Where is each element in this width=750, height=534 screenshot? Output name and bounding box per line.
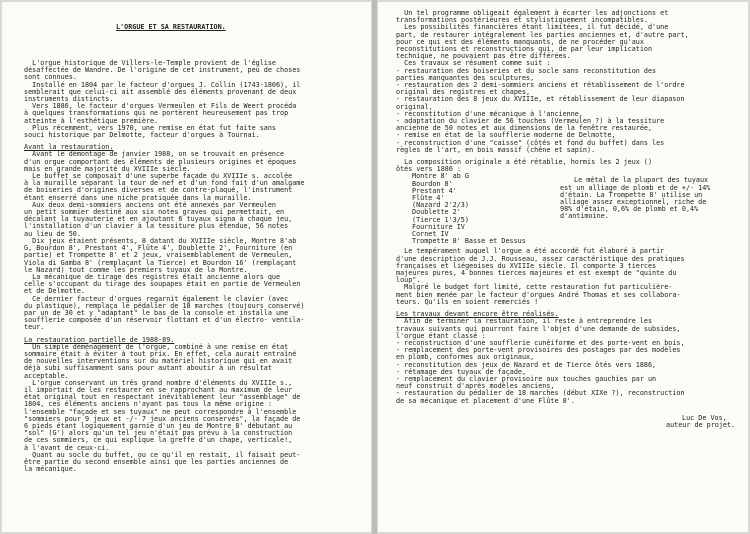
section-heading: Avant la restauration. (24, 143, 114, 152)
text-line: de sa mécanique et placement d'une Flûte 8'. (396, 396, 575, 405)
text-line: le Nazard) tout comme les premiers tuyaux de la Montre. (24, 265, 248, 274)
text-line: Afin de terminer la restauration, il reste à entreprendre les (396, 317, 653, 326)
text-line: loup". (396, 276, 421, 285)
right-text (396, 10, 742, 429)
text-line: d'un orgue comportant des éléments de plusieurs origines et époques (24, 157, 297, 166)
text-line: Malgré le budget fort limité, cette restauration fut particulière- (396, 283, 673, 292)
text-line: soufflerie composée d'un réservoir flottant et d'un électro- ventila- (24, 316, 305, 325)
signature-line: Luc De Vos, (682, 413, 727, 422)
stops-block (396, 173, 742, 248)
text-line: Le buffet se composait d'une superbe façade du XVIIIe s. accolée (24, 172, 293, 181)
page-fold (372, 0, 377, 534)
left-text (24, 10, 361, 473)
note-line: d'antimoine. (560, 212, 609, 221)
text-line: sommaire était à éviter à tout prix. En effet, cela aurait entraîné (24, 349, 297, 358)
text-line: celle s'occupant du tirage des soupapes était en partie de Vermeulen (24, 280, 301, 289)
text-line: Plus récemment, vers 1970, une remise en état fut faite sans (24, 123, 276, 132)
note-line: alliage assez exceptionnel, riche de (560, 198, 707, 207)
text-line: part, de restaurer intégralement les parties anciennes et, d'autre part, (396, 30, 689, 39)
text-line: être partie du second ensemble ainsi que les parties anciennes de (24, 457, 289, 466)
text-line: Un simple déménagement de l'orgue, combiné à une remise en état (24, 342, 289, 351)
text-line: du plastique), remplaça le pédalier de 18 marches (toujours conservé) (24, 301, 305, 310)
text-line: et de Delmotte. (24, 287, 85, 296)
text-line: l'orgue étant classé : (396, 331, 486, 340)
stop-item: Bourdon 8' (412, 179, 453, 188)
document-title: L'ORGUE ET SA RESTAURATION. (116, 23, 226, 32)
text-line: à quelques transformations qui ne portèrent heureusement pas trop (24, 109, 289, 118)
text-line: Installé en 1804 par le facteur d'orgues J. Collin (1743-1806), il (24, 80, 301, 89)
text-line: ôtés vers 1886 : (396, 165, 462, 174)
text-line: teurs. Qu'ils en soient remerciés ! (396, 297, 539, 306)
signature (396, 415, 742, 429)
text-line: sont connues. (24, 73, 77, 82)
text-line: L'orgue historique de Villers-le-Temple provient de l'église (24, 59, 276, 68)
text-line: - reconstitution des jeux de Nazard et de Tierce ôtés vers 1886, (396, 360, 657, 369)
text-line: état original tout en respectant inévitablement leur "assemblage" de (24, 393, 301, 402)
stop-item: Prestant 4' (412, 186, 457, 195)
text-line: en plomb, conformes aux originaux, (396, 353, 535, 362)
text-line: "sommiers pour 9 jeux et -/- 7 jeux anciens conservés", la façade de (24, 414, 301, 423)
text-line: - remise en état de la soufflerie moderne de Delmotte, (396, 131, 616, 140)
text-line: souci historique par Delmotte, facteur d'orgues à Tournai. (24, 131, 260, 140)
text-line: Ces travaux se résument comme suit : (396, 59, 551, 68)
text-line: pour ce qui est des éléments manquants, de ne procéder qu'aux (396, 37, 644, 46)
text-line: Vers 1886, le facteur d'orgues Vermeulen et Fils de Weert procéda (24, 102, 297, 111)
text-line: parties manquantes des sculptures, (396, 73, 535, 82)
text-line: décalant la tuyauterie et en ajoutant 6 tuyaux signa à chaque jeu, (24, 215, 293, 224)
signature-line: auteur de projet. (666, 420, 736, 429)
section-heading: Les travaux devant encore être réalisés. (396, 310, 559, 319)
text-line: françaises et liégeoises du XVIIIe siècle. Il comporte 3 tierces (396, 261, 657, 270)
text-line: - reconstitution d'une mécanique à l'ancienne, (396, 109, 583, 118)
text-line: original, (396, 102, 433, 111)
text-line: "sol" (G') alors qu'un tel jeu n'était pas prévu à la construction (24, 429, 293, 438)
text-line: il importait de les restaurer en se rapprochant au maximum de leur (24, 385, 293, 394)
text-line: désaffectée de Wandre. De l'origine de cet instrument, peu de choses (24, 66, 301, 75)
stop-item: Doublette 2' (412, 208, 461, 217)
text-line: mais en grande majorité du XVIIIe siècle. (24, 164, 191, 173)
text-line: L'orgue conservant un très grand nombre d'éléments du XVIIIe s., (24, 378, 293, 387)
stop-item: Flûte 4' (412, 194, 445, 203)
text-line: original des registres et chapes, (396, 88, 531, 97)
text-line: l'installation d'un clavier à la tessiture plus étendue, 56 notes (24, 222, 289, 231)
text-line: - restauration du pédalier de 18 marches (début XIXe ?), reconstruction (396, 389, 685, 398)
section-heading: La restauration partielle de 1988-89. (24, 335, 175, 344)
text-line: Le tempérament auquel l'orgue a été accordé fut élaboré à partir (396, 247, 665, 256)
text-line: Un tel programme obligeait également à écarter les adjonctions et (396, 9, 669, 17)
text-line: technique, ne pouvaient pas être différées. (396, 52, 571, 61)
text-line: de ces sommiers, ce qui explique la greffe d'un chape, verticale!, (24, 436, 293, 445)
text-line: par un de 30 et y "adaptant" le bas de la console et installa une (24, 308, 289, 317)
stop-item: Trompette 8' Basse et Dessus (412, 237, 526, 246)
text-line: instruments distincts. (24, 95, 114, 104)
stop-item: (Tierce 1'3/5) (412, 215, 469, 224)
text-line: ment bien menée par le facteur d'orgues André Thomas et ses collabora- (396, 290, 681, 299)
stop-item: Fourniture IV (412, 222, 465, 231)
text-line: étant enserré dans une niche pratiquée dans la muraille. (24, 193, 252, 202)
text-line: l'ensemble "façade et ses tuyaux" ne peut correspondre à l'ensemble (24, 407, 297, 416)
text-line: au lieu de 50. (24, 229, 81, 238)
text-line: - remplacement du clavier provisoire aux touches gauchies par un (396, 374, 657, 383)
text-line: Ce dernier facteur d'orgues regarnit également le clavier (avec (24, 294, 289, 303)
text-line: règles de l'art, en bois massif (chêne et sapin). (396, 145, 596, 154)
text-line: La mécanique de tirage des registres était ancienne alors que (24, 272, 281, 281)
text-line: d'une description de J.J. Rousseau, assez caractéristique des pratiques (396, 254, 685, 263)
text-line: teur. (24, 323, 45, 332)
text-line: semblerait que celui-ci ait assemblé des éléments provenant de deux (24, 87, 297, 96)
note-line: Le métal de la plupart des tuyaux (574, 176, 709, 185)
text-line: - remplacement des porte-vent provisoires des postages par des modèles (396, 346, 681, 355)
stop-item: (Nazard 2'2/3) (412, 201, 469, 210)
text-line: majeures pures, 4 bonnes tierces majeures et est exempt de "quinte du (396, 269, 677, 278)
text-line: atteinte à l'esthétique première. (24, 116, 159, 125)
text-line: partie) et Trompette 8' et 2 jeux, vraisemblablement de Vermeulen, (24, 251, 293, 260)
text-line: - adaptation du clavier de 56 touches (Vermeulen ?) à la tessiture (396, 117, 665, 126)
text-line: à la muraille séparant la tour de nef et d'un fond fait d'un amalgame (24, 179, 305, 188)
text-line: de boiseries d'origines diverses et de contre-plaqué, l'instrument (24, 186, 293, 195)
text-line: - restauration des 8 jeux du XVIIIe, et rétablissement de leur diapason (396, 95, 685, 104)
text-line: déjà subi suffisamment sans pour autant aboutir à un résultat (24, 364, 272, 373)
text-line: acceptable. (24, 371, 69, 380)
text-line: Viola di Gamba 8' (remplaçant la Tierce) et Bourdon 16' (remplaçant (24, 258, 297, 267)
stop-item: Montre 8' ab G (412, 172, 469, 181)
text-line: 6 pieds étant logiquement garnie d'un jeu de Montre 8' débutant au (24, 421, 293, 430)
stop-item: Cornet IV (412, 230, 449, 239)
text-line: - restauration des 2 demi-sommiers anciens et rétablissement de l'ordre (396, 81, 685, 90)
text-line: - rétamage des tuyaux de façade, (396, 367, 527, 376)
text-line: La composition originale a été rétablie, hormis les 2 jeux () (396, 158, 653, 167)
text-line: Quant au socle du buffet, ou ce qu'il en restait, il faisait peut- (24, 450, 301, 459)
left-page (2, 2, 371, 532)
text-line: Aux deux demi-sommiers anciens ont été annexés par Vermeulen (24, 200, 276, 209)
text-line: Dix jeux étaient présents, 8 datant du XVIIIe siècle, Montre 8'ab (24, 236, 297, 245)
text-line: - restauration des boiseries et du socle sans reconstitution des (396, 66, 657, 75)
note-line: est un alliage de plomb et de +/- 14% (560, 183, 711, 192)
text-line: un petit sommier destiné aux six notes graves qui permettait, en (24, 208, 285, 217)
metal-note (560, 177, 710, 220)
text-line: reconstitutions et reconstructions qui, de par leur implication (396, 45, 653, 54)
text-line: - reconstruction d'une "caisse" (côtés et fond du buffet) dans les (396, 138, 665, 147)
right-page (378, 2, 748, 532)
text-line: transformations postérieures et stylistiquement incompatibles. (396, 16, 648, 25)
text-line: G, Bourdon 8', Prestant 4', Flûte 4', Doublette 2', Fourniture (en (24, 244, 293, 253)
note-line: 98% d'étain, 0,6% de plomb et 0,4% (560, 205, 699, 214)
text-line: à l'avant de ceux-ci. (24, 443, 110, 452)
text-line: travaux suivants qui pourront faire l'objet d'une demande de subsides, (396, 324, 681, 333)
stops-list (412, 173, 526, 245)
note-line: d'étain. La Trompette 8' utilise un (560, 190, 703, 199)
text-line: 1804, ces éléments anciens n'ayant pas tous la même origine : (24, 400, 272, 409)
text-line: Avant le démontage de janvier 1988, on se trouvait en présence (24, 150, 285, 159)
text-line: de nouvelles interventions sur du matériel historique qui en avait (24, 357, 293, 366)
text-line: Les possibilités financières étant limitées, il fut décidé, d'une (396, 23, 669, 32)
text-line: ancienne de 50 notes et aux dimensions de la fenêtre restaurée, (396, 124, 653, 133)
text-line: neuf construit d'après modèles anciens, (396, 382, 555, 391)
text-line: la mécanique. (24, 465, 77, 474)
text-line: - reconstruction d'une soufflerie cunéiforme et des porte-vent en bois, (396, 338, 685, 347)
